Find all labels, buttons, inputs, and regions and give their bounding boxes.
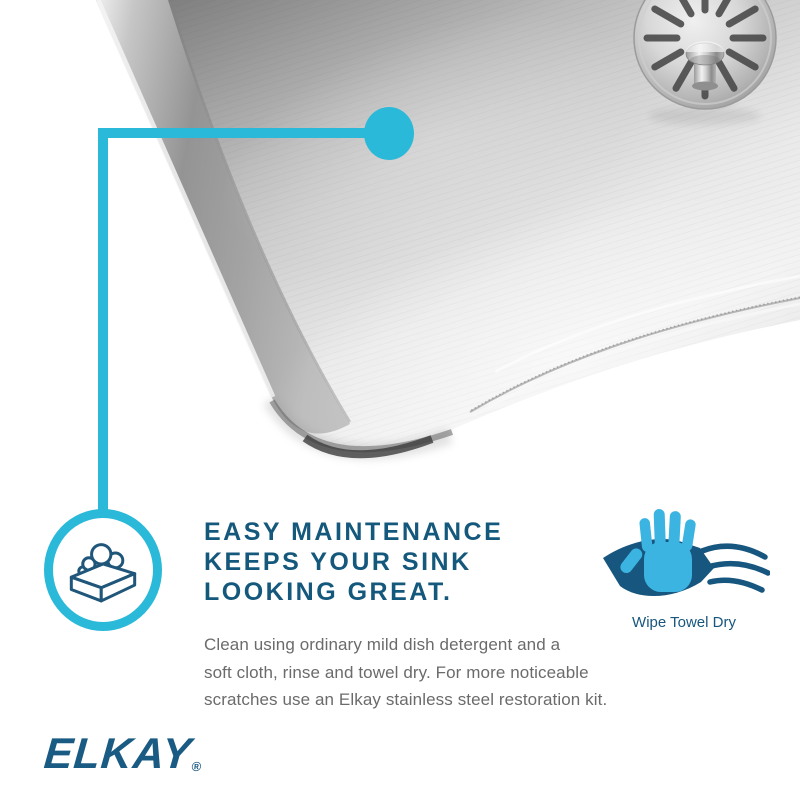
registered-trademark: ® [190,759,202,774]
body-line: Clean using ordinary mild dish detergent and a [204,635,561,654]
elkay-logo-text: ELKAY [42,730,194,778]
elkay-logo [42,730,203,779]
wipe-towel-label: Wipe Towel Dry [632,614,736,631]
headline [204,517,503,607]
headline-line: LOOKING GREAT. [204,578,453,606]
headline-line: KEEPS YOUR SINK [204,548,472,576]
motion-lines-icon [702,546,768,590]
headline-line: EASY MAINTENANCE [204,518,504,546]
body-text [204,631,607,714]
wipe-towel-icon [598,506,770,608]
callout-line-horizontal [98,128,380,138]
soap-badge-circle [44,509,162,631]
callout-line-vertical [98,128,108,514]
body-line: soft cloth, rinse and towel dry. For more noticeable [204,662,589,682]
callout-dot [364,107,414,160]
body-line: scratches use an Elkay stainless steel restoration kit. [204,690,608,709]
soap-bar-icon [59,527,147,615]
